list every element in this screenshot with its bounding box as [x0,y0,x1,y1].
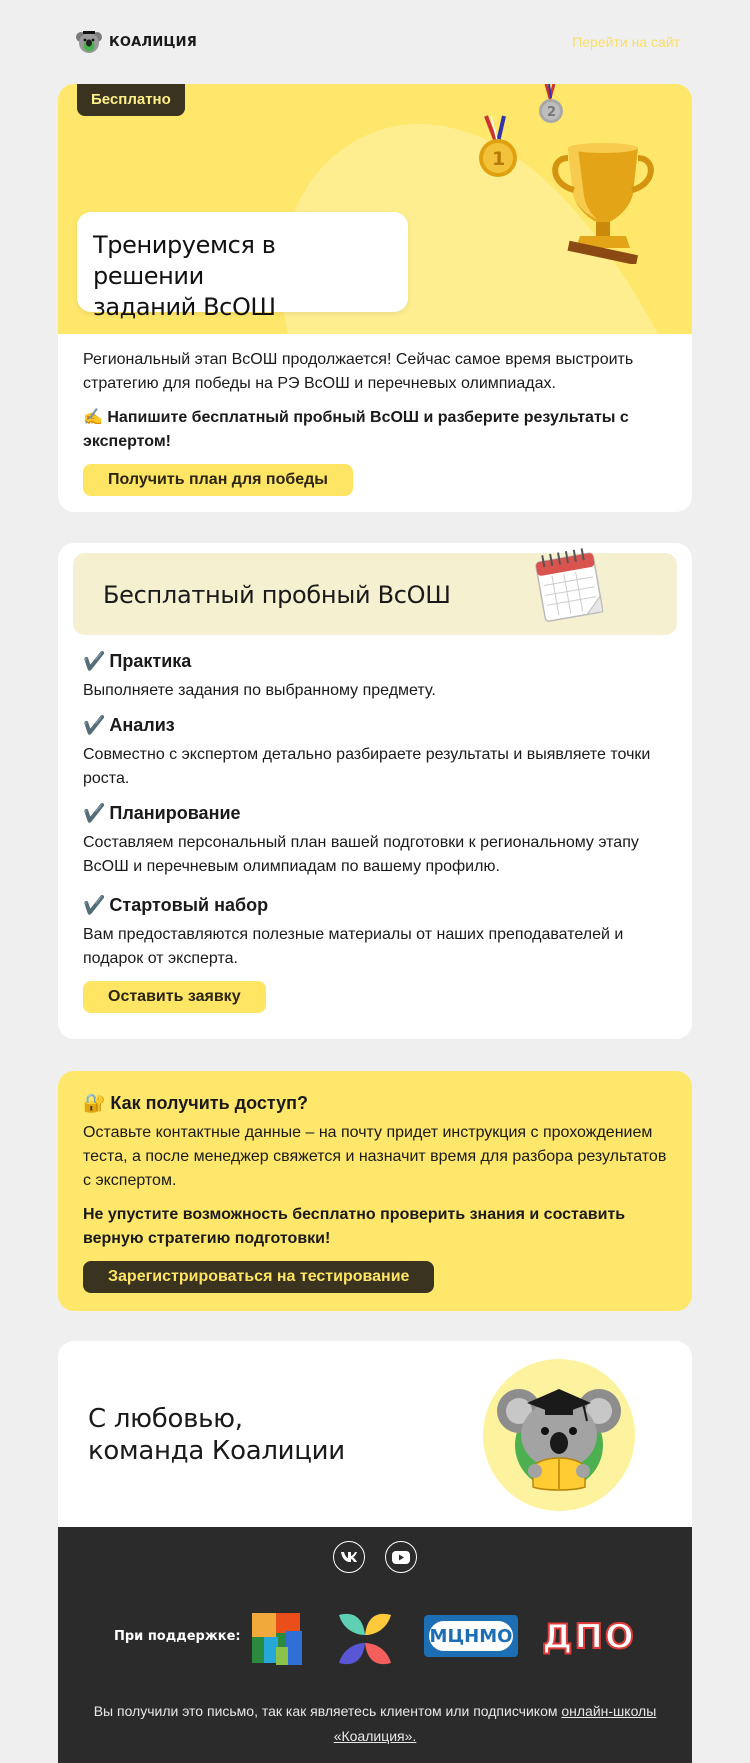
svg-text:1: 1 [492,148,506,170]
item-text: Составляем персональный план вашей подготовки к региональному этапу ВсОШ и перечневым олимпиадам по вашему профилю. [83,834,639,875]
list-item [83,649,668,703]
access-bold-text: Не упустите возможность бесплатно проверить знания и составить верную стратегию подготовки! [83,1206,626,1247]
access-card [58,1071,692,1311]
hero-intro-text: Региональный этап ВсОШ продолжается! Сейчас самое время выстроить стратегию для победы на РЭ ВсОШ и перечневых олимпиадах. [83,351,634,392]
svg-text:2: 2 [547,105,557,120]
hero-title-box [77,212,408,321]
email-header [58,20,692,64]
free-badge: Бесплатно [77,84,185,116]
signature-text [88,1403,345,1467]
item-heading: Планирование [109,803,241,823]
footer [58,1527,692,1763]
site-link[interactable]: Перейти на сайт [572,34,680,50]
get-plan-button[interactable]: Получить план для победы [83,464,353,496]
signature-line1: С любовью, [88,1404,243,1434]
check-icon: ✔️ [83,715,106,735]
access-text: Оставьте контактные данные – на почту придет инструкция с прохождением теста, а после менеджер свяжется и назначит время для разбора результатов с экспертом. [83,1124,667,1189]
list-item [83,893,668,971]
item-text: Выполняете задания по выбранному предмету. [83,682,436,699]
trial-title: Бесплатный пробный ВсОШ [103,581,451,609]
koala-logo-icon [75,28,103,56]
koala-mascot-icon [483,1359,635,1511]
submit-application-button[interactable]: Оставить заявку [83,981,266,1013]
item-heading: Анализ [109,715,175,735]
hero-title-line1: Тренируемся в решении [93,231,276,290]
youtube-icon[interactable] [385,1541,417,1573]
partner-cube-logo-icon[interactable] [246,1607,310,1671]
support-label: При поддержке: [114,1629,241,1644]
logo-text: КОАЛИЦИЯ [109,34,197,50]
footer-note-text: Вы получили это письмо, так как являетесь клиентом или подписчиком [93,1703,562,1719]
partner-mcnmo-text: МЦНМО [429,1625,513,1647]
trophy-icon [555,143,651,264]
trial-card [58,543,692,1039]
vk-icon[interactable] [333,1541,365,1573]
calendar-icon [530,543,610,629]
logo[interactable] [75,28,197,56]
silver-medal-icon [539,84,563,123]
register-test-button[interactable]: Зарегистрироваться на тестирование [83,1261,434,1293]
partner-mcnmo-logo[interactable] [424,1615,518,1657]
hero-body [83,348,668,496]
list-item [83,713,668,791]
partner-star-logo-icon[interactable] [333,1607,397,1671]
item-heading: Стартовый набор [109,895,269,915]
vk-logo-icon [340,1551,358,1563]
hero-title-line2: заданий ВсОШ [93,293,276,321]
item-heading: Практика [109,651,192,671]
partner-dpo-logo[interactable] [538,1617,640,1657]
youtube-logo-icon [392,1551,410,1564]
hero-cta-text: ✍️ Напишите бесплатный пробный ВсОШ и разберите результаты с экспертом! [83,409,629,450]
access-title: 🔐 Как получить доступ? [83,1093,308,1113]
check-icon: ✔️ [83,895,106,915]
hero-card [58,84,692,512]
access-body [83,1091,673,1293]
list-item [83,801,668,879]
trophy-and-medals-icon [458,84,692,264]
hero-banner [58,84,692,334]
trial-list [83,649,668,1013]
partner-dpo-text: ДПО [542,1617,636,1657]
item-text: Совместно с экспертом детально разбираете результаты и выявляете точки роста. [83,746,651,787]
signature-line2: команда Коалиции [88,1436,345,1466]
gold-medal-icon [479,116,517,177]
check-icon: ✔️ [83,803,106,823]
check-icon: ✔️ [83,651,106,671]
item-text: Вам предоставляются полезные материалы от наших преподавателей и подарок от эксперта. [83,926,624,967]
signature-card [58,1341,692,1541]
school-link[interactable]: онлайн-школы «Коалиция». [333,1703,657,1744]
footer-note [78,1699,672,1749]
hero-title [93,230,392,323]
